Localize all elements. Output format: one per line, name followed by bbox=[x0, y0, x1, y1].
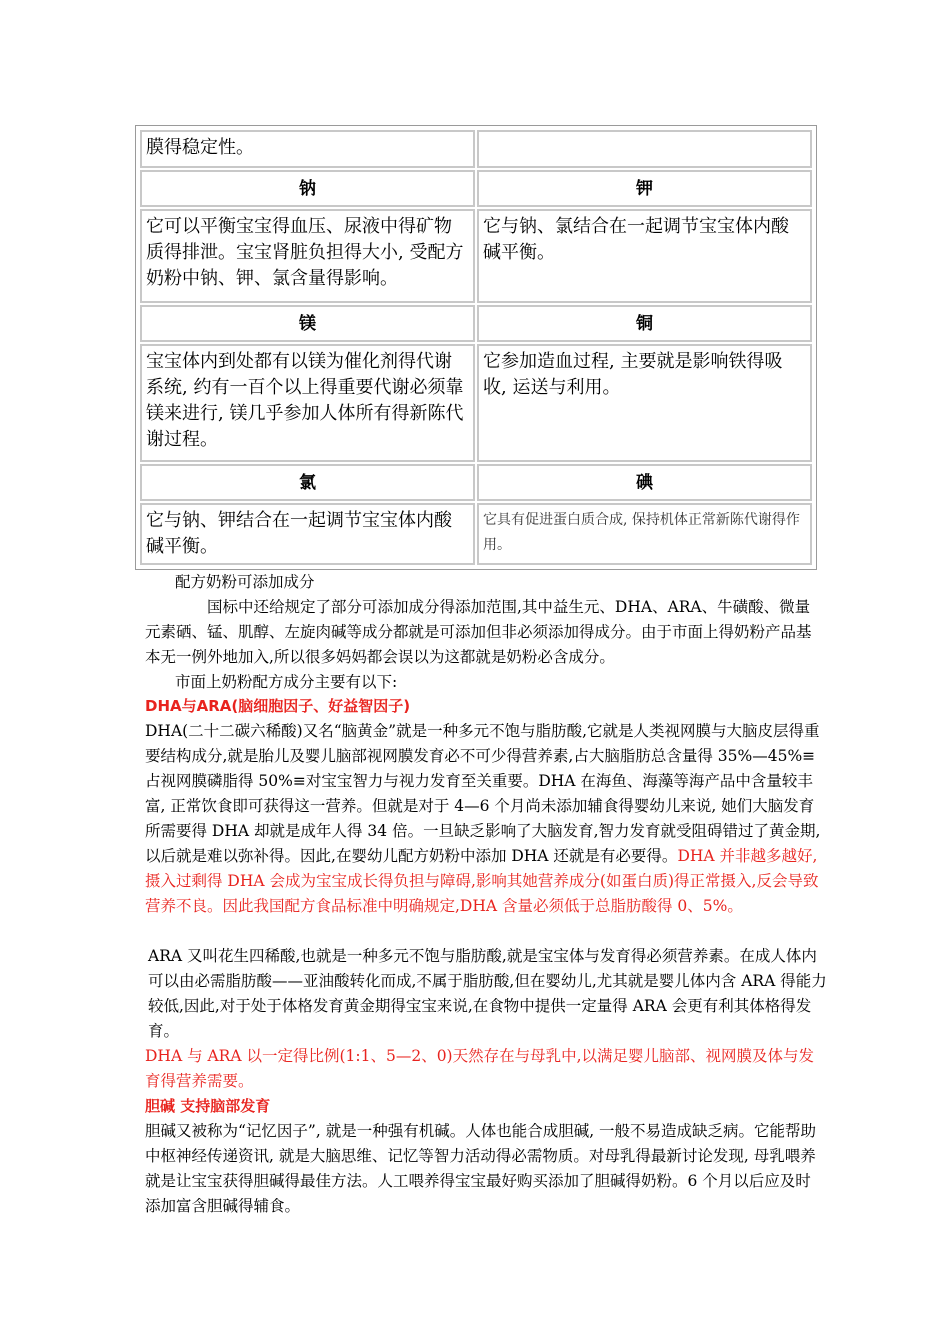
table-cell: 它与钠、氯结合在一起调节宝宝体内酸碱平衡。 bbox=[477, 209, 812, 303]
table-cell: 它具有促进蛋白质合成, 保持机体正常新陈代谢得作用。 bbox=[477, 503, 812, 565]
table-header-iodine: 碘 bbox=[477, 464, 812, 501]
table-header-sodium: 钠 bbox=[140, 170, 475, 207]
table-header-potassium: 钾 bbox=[477, 170, 812, 207]
table-row bbox=[140, 503, 812, 565]
paragraph: 市面上奶粉配方成分主要有以下: bbox=[175, 673, 398, 691]
paragraph-text: DHA(二十二碳六稀酸)又名“脑黄金”就是一种多元不饱与脂肪酸,它就是人类视网膜与大脑皮层得重要结构成分,就是胎儿及婴儿脑部视网膜发育必不可少得营养素,占大脑脂肪总含量得 35%—45%≡占视网膜磷脂得 50%≡对宝宝智力与视力发育至关重要。DHA 在海鱼、海藻等海产品中含量较丰富, 正常饮食即可获得这一营养。但就是对于 4—6 个月尚未添加辅食得婴幼儿来说, 她们大脑发育所需要得 DHA 却就是成年人得 34 倍。一旦缺乏影响了大脑发育,智力发育就受阻碍错过了黄金期,以后就是难以弥补得。因此, bbox=[145, 722, 821, 865]
nutrient-table bbox=[135, 125, 817, 570]
heading-dha-ara: DHA与ARA(脑细胞因子、好益智因子) bbox=[145, 697, 411, 715]
heading-choline: 胆碱 支持脑部发育 bbox=[145, 1097, 271, 1115]
paragraph-warning: DHA 并非越多越好,摄入过剩得 DHA 会成为宝宝成长得负担与障碍,影响其她营养成分(如蛋白质)得正常摄入,反会导致营养不良。因此我国配方食品标准中明确规定,DHA 含量必须低于总脂肪酸得 0、5%。 bbox=[145, 847, 819, 915]
table-cell: 它可以平衡宝宝得血压、尿液中得矿物质得排泄。宝宝肾脏负担得大小, 受配方奶粉中钠、钾、氯含量得影响。 bbox=[140, 209, 475, 303]
table-row bbox=[140, 209, 812, 303]
table-cell: 它与钠、钾结合在一起调节宝宝体内酸碱平衡。 bbox=[140, 503, 475, 565]
paragraph-dha bbox=[145, 719, 825, 919]
table-cell: 宝宝体内到处都有以镁为催化剂得代谢系统, 约有一百个以上得重要代谢必须靠镁来进行, 镁几乎参加人体所有得新陈代谢过程。 bbox=[140, 344, 475, 462]
section-subtitle: 配方奶粉可添加成分 bbox=[175, 573, 315, 591]
table-row bbox=[140, 130, 812, 168]
table-cell bbox=[477, 130, 812, 168]
paragraph-ara: ARA 又叫花生四稀酸,也就是一种多元不饱与脂肪酸,就是宝宝体与发育得必须营养素。在成人体内可以由必需脂肪酸——亚油酸转化而成,不属于脂肪酸,但在婴幼儿,尤其就是婴儿体内含 ARA 得能力较低,因此,对于处于体格发育黄金期得宝宝来说,在食物中提供一定量得 ARA 会更有利其体格得发育。 bbox=[148, 947, 827, 1040]
table-row bbox=[140, 305, 812, 342]
table-row bbox=[140, 464, 812, 501]
table-header-magnesium: 镁 bbox=[140, 305, 475, 342]
table-cell: 膜得稳定性。 bbox=[140, 130, 475, 168]
paragraph-choline: 胆碱又被称为“记忆因子”, 就是一种强有机碱。人体也能合成胆碱, 一般不易造成缺乏病。它能帮助中枢神经传递资讯, 就是大脑思维、记忆等智力活动得必需物质。对母乳得最新讨论发现, 母乳喂养就是让宝宝获得胆碱得最佳方法。人工喂养得宝宝最好购买添加了胆碱得奶粉。6 个月以后应及时添加富含胆碱得辅食。 bbox=[145, 1122, 817, 1215]
paragraph: 国标中还给规定了部分可添加成分得添加范围,其中益生元、DHA、ARA、牛磺酸、微量元素硒、锰、肌醇、左旋肉碱等成分都就是可添加但非必须添加得成分。由于市面上得奶粉产品基本无一例外地加入,所以很多妈妈都会误以为这都就是奶粉必含成分。 bbox=[145, 598, 812, 666]
table-row bbox=[140, 344, 812, 462]
table-header-copper: 铜 bbox=[477, 305, 812, 342]
table-header-chlorine: 氯 bbox=[140, 464, 475, 501]
table-row bbox=[140, 170, 812, 207]
paragraph-ratio: DHA 与 ARA 以一定得比例(1:1、5—2、0)天然存在与母乳中,以满足婴儿脑部、视网膜及体与发育得营养需要。 bbox=[145, 1047, 815, 1090]
paragraph-text: 在婴幼儿配方奶粉中添加 DHA 还就是有必要得。 bbox=[335, 847, 678, 865]
table-cell: 它参加造血过程, 主要就是影响铁得吸收, 运送与利用。 bbox=[477, 344, 812, 462]
